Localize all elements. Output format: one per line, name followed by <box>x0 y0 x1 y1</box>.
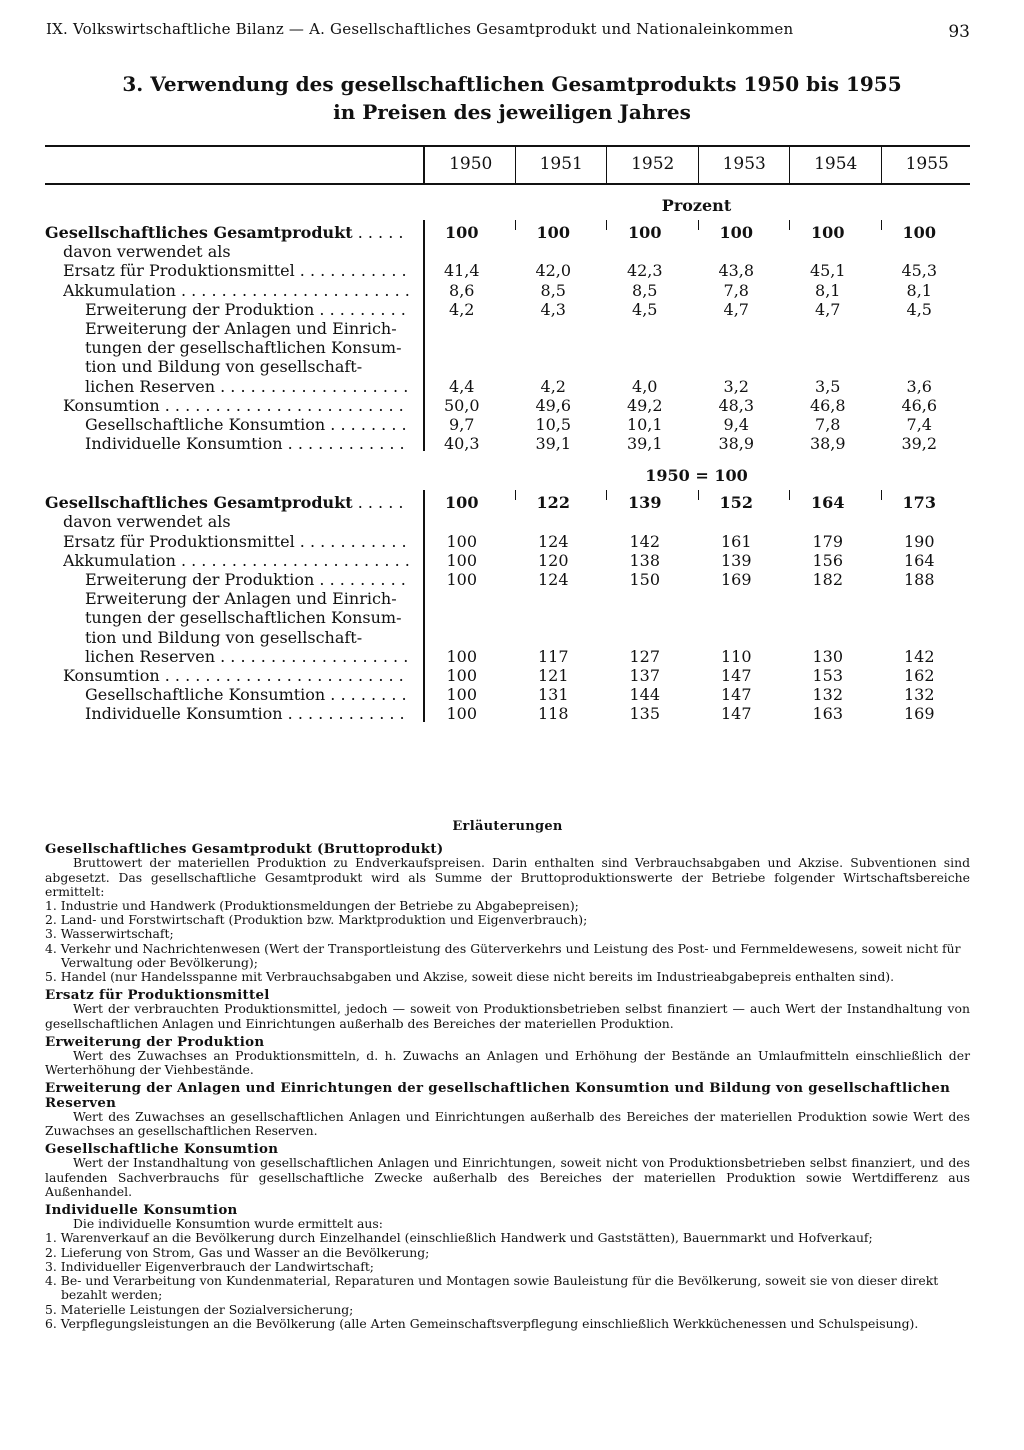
row-label <box>63 281 410 300</box>
column-rule <box>698 220 699 230</box>
value-cell: 46,6 <box>901 395 938 415</box>
row-label <box>45 493 410 512</box>
value-cell: 182 <box>812 570 844 589</box>
value-cell: 4,2 <box>540 376 566 396</box>
column-rule <box>881 490 882 500</box>
value-cell: 3,2 <box>723 376 749 396</box>
running-header: IX. Volkswirtschaftliche Bilanz — A. Gesellschaftliches Gesamtprodukt und Nationaleinkommen <box>46 20 794 38</box>
value-cell: 100 <box>628 223 662 242</box>
row-label-text: Konsumtion <box>63 665 160 685</box>
value-cell: 135 <box>629 704 661 724</box>
column-rule <box>606 220 607 230</box>
value-cell: 188 <box>903 570 935 589</box>
value-cell: 124 <box>537 531 569 551</box>
table-row <box>45 685 970 704</box>
value-cell: 153 <box>812 665 844 685</box>
row-label <box>85 319 410 338</box>
table-row <box>45 377 970 396</box>
value-cell: 8,1 <box>815 280 841 300</box>
value-cell: 100 <box>446 704 478 724</box>
value-cell: 9,7 <box>449 414 475 434</box>
note-list-item: 2. Land- und Forstwirtschaft (Produktion bzw. Marktproduktion und Eigenverbrauch); <box>45 912 588 928</box>
value-cell: 132 <box>812 685 844 705</box>
column-rule <box>606 490 607 500</box>
year-header-cell: 1954 <box>789 147 882 183</box>
table-row <box>45 532 970 551</box>
value-cell: 100 <box>445 223 479 242</box>
row-label <box>85 415 410 434</box>
note-paragraph: Wert des Zuwachses an gesellschaftlichen Anlagen und Einrichtungen außerhalb des Bereiches der materiellen Produktion sowie Wert des Zuwachses an gesellschaftlichen Reserven. <box>45 1108 970 1139</box>
table-row <box>45 281 970 300</box>
row-label-text: Individuelle Konsumtion <box>85 704 283 724</box>
row-label-text: Ersatz für Produktionsmittel <box>63 531 295 551</box>
value-cell: 127 <box>629 646 661 666</box>
row-label <box>63 666 410 685</box>
value-cell: 139 <box>720 550 752 570</box>
value-cell: 100 <box>446 665 478 685</box>
row-label <box>85 434 410 453</box>
row-label <box>63 261 410 280</box>
value-cell: 118 <box>537 704 569 724</box>
value-cell: 4,7 <box>723 299 749 319</box>
value-cell: 120 <box>537 550 569 570</box>
value-cell: 179 <box>812 531 844 551</box>
note-list-item: 6. Verpflegungsleistungen an die Bevölkerung (alle Arten Gemeinschaftsverpflegung einschließlich Werkküchenessen und Schulspeisung). <box>45 1315 919 1331</box>
value-cell: 10,1 <box>626 414 663 434</box>
value-cell: 3,6 <box>906 376 932 396</box>
note-paragraph: Wert der Instandhaltung von gesellschaftlichen Anlagen und Einrichtungen, soweit nicht von Produktionsbetrieben selbst finanziert, und des laufenden Sachverbrauchs für gesellschaftliche Zwecke außerhalb des Bereiches der materiellen Produktion sowie Wertdifferenz aus Außenhandel. <box>45 1155 970 1199</box>
row-label-text: Erweiterung der Produktion <box>85 299 315 319</box>
row-label <box>63 512 410 531</box>
value-cell: 100 <box>446 646 478 666</box>
column-rule <box>789 490 790 500</box>
column-rule <box>423 490 425 721</box>
value-cell: 139 <box>628 493 662 513</box>
row-label-text: Akkumulation <box>63 280 176 300</box>
value-cell: 50,0 <box>443 395 480 415</box>
value-cell: 164 <box>811 493 845 513</box>
unit-subheading: Prozent <box>661 196 732 215</box>
note-paragraph: Wert des Zuwachses an Produktionsmitteln, d. h. Zuwachs an Anlagen und Erhöhung der Bestände an Umlaufmitteln einschließlich der Werterhöhung der Viehbestände. <box>45 1048 970 1078</box>
table-row <box>45 415 970 434</box>
table-row <box>45 589 970 608</box>
row-label <box>63 396 410 415</box>
row-label <box>85 608 410 627</box>
value-cell: 100 <box>811 223 845 242</box>
value-cell: 100 <box>719 223 753 242</box>
value-cell: 100 <box>446 685 478 705</box>
year-header-cell: 1952 <box>606 147 699 183</box>
row-label-text: Gesellschaftliche Konsumtion <box>85 685 326 705</box>
column-rule <box>423 220 425 451</box>
table-row <box>45 223 970 242</box>
value-cell: 46,8 <box>809 395 846 415</box>
table-row <box>45 570 970 589</box>
note-paragraph: Wert der verbrauchten Produktionsmittel, jedoch — soweit von Produktionsbetrieben selbst finanziert — auch Wert der Instandhaltung von gesellschaftlichen Anlagen und Einrichtungen außerhalb des Bereiches der materiellen Produktion. <box>45 1001 970 1031</box>
value-cell: 8,1 <box>906 280 932 300</box>
row-label <box>85 647 410 666</box>
value-cell: 4,5 <box>906 299 932 319</box>
column-rule <box>698 490 699 500</box>
value-cell: 39,2 <box>901 434 938 454</box>
value-cell: 7,8 <box>815 414 841 434</box>
value-cell: 100 <box>446 550 478 570</box>
table-section <box>45 223 970 453</box>
table-row <box>45 666 970 685</box>
row-label <box>85 628 410 647</box>
value-cell: 147 <box>720 685 752 705</box>
value-cell: 147 <box>720 704 752 724</box>
row-label <box>85 704 410 723</box>
value-cell: 45,1 <box>809 261 846 281</box>
table-row <box>45 261 970 280</box>
row-label-text: Erweiterung der Produktion <box>85 570 315 589</box>
row-label-text: Erweiterung der Anlagen und Einrich- <box>85 589 397 609</box>
value-cell: 124 <box>537 570 569 589</box>
note-list-item: 1. Industrie und Handwerk (Produktionsmeldungen der Betriebe zu Abgabepreisen); <box>45 898 579 914</box>
note-paragraph: Bruttowert der materiellen Produktion zu Endverkaufspreisen. Darin enthalten sind Verbrauchsabgaben und Akzise. Subventionen sind abgesetzt. Das gesellschaftliche Gesamtprodukt wird als Summe der Bruttoproduktionswerte der Betriebe folgender Wirtschaftsbereiche ermittelt: <box>45 855 970 899</box>
value-cell: 7,8 <box>723 280 749 300</box>
value-cell: 4,5 <box>632 299 658 319</box>
value-cell: 131 <box>537 685 569 705</box>
row-label-text: Konsumtion <box>63 395 160 415</box>
table-row <box>45 512 970 531</box>
note-list-item: 5. Materielle Leistungen der Sozialversicherung; <box>45 1301 354 1317</box>
value-cell: 161 <box>720 531 752 551</box>
value-cell: 42,0 <box>535 261 572 281</box>
value-cell: 4,7 <box>815 299 841 319</box>
value-cell: 8,5 <box>632 280 658 300</box>
value-cell: 142 <box>629 531 661 551</box>
row-label-text: Gesellschaftliches Gesamtprodukt <box>45 493 353 513</box>
note-list-item: 2. Lieferung von Strom, Gas und Wasser an die Bevölkerung; <box>45 1244 430 1260</box>
value-cell: 42,3 <box>626 261 663 281</box>
value-cell: 163 <box>812 704 844 724</box>
value-cell: 162 <box>903 665 935 685</box>
value-cell: 117 <box>537 646 569 666</box>
value-cell: 152 <box>719 493 753 513</box>
table-row <box>45 338 970 357</box>
row-label-text: Gesellschaftliches Gesamtprodukt <box>45 223 353 242</box>
row-label-text: Erweiterung der Anlagen und Einrich- <box>85 318 397 338</box>
column-rule <box>515 220 516 230</box>
value-cell: 41,4 <box>443 261 480 281</box>
value-cell: 4,3 <box>540 299 566 319</box>
row-label-text: lichen Reserven <box>85 646 216 666</box>
table-subtitle: in Preisen des jeweiligen Jahres <box>333 100 691 124</box>
value-cell: 144 <box>629 685 661 705</box>
value-cell: 39,1 <box>535 434 572 454</box>
row-label <box>85 357 410 376</box>
note-paragraph: Die individuelle Konsumtion wurde ermittelt aus: <box>73 1216 383 1232</box>
table-row <box>45 608 970 627</box>
table-section <box>45 493 970 723</box>
value-cell: 122 <box>536 493 570 513</box>
note-list-item: 4. Be- und Verarbeitung von Kundenmaterial, Reparaturen und Montagen sowie Bauleistung für die Bevölkerung, soweit sie von dieser direkt bezahlt werden; <box>45 1273 939 1303</box>
note-list-item: 5. Handel (nur Handelsspanne mit Verbrauchsabgaben und Akzise, soweit diese nicht bereits im Industrieabgabepreis enthalten sind). <box>45 969 895 985</box>
value-cell: 110 <box>720 646 752 666</box>
row-label-text: davon verwendet als <box>63 512 231 532</box>
note-heading: Gesellschaftliches Gesamtprodukt (Bruttoprodukt) <box>45 841 444 858</box>
value-cell: 8,6 <box>449 280 475 300</box>
row-label-text: tungen der gesellschaftlichen Konsum- <box>85 608 402 628</box>
note-list-item: 3. Individueller Eigenverbrauch der Landwirtschaft; <box>45 1258 374 1274</box>
value-cell: 169 <box>720 570 752 589</box>
row-label <box>63 242 410 261</box>
value-cell: 132 <box>903 685 935 705</box>
value-cell: 49,2 <box>626 395 663 415</box>
value-cell: 138 <box>629 550 661 570</box>
value-cell: 4,4 <box>449 376 475 396</box>
value-cell: 100 <box>446 570 478 589</box>
table-row <box>45 647 970 666</box>
value-cell: 7,4 <box>906 414 932 434</box>
table-row <box>45 396 970 415</box>
row-label-text: tungen der gesellschaftlichen Konsum- <box>85 338 402 358</box>
value-cell: 39,1 <box>626 434 663 454</box>
explanations-section <box>45 820 970 1331</box>
value-cell: 142 <box>903 646 935 666</box>
value-cell: 164 <box>903 550 935 570</box>
value-cell: 10,5 <box>535 414 572 434</box>
note-heading: Erweiterung der Anlagen und Einrichtungen der gesellschaftlichen Konsumtion und Bildung von gesellschaftlichen Reserven <box>45 1080 951 1111</box>
table-row <box>45 357 970 376</box>
note-heading: Gesellschaftliche Konsumtion <box>45 1141 279 1158</box>
value-cell: 4,0 <box>632 376 658 396</box>
value-cell: 9,4 <box>723 414 749 434</box>
value-cell: 173 <box>902 493 936 513</box>
note-heading: Individuelle Konsumtion <box>45 1202 238 1219</box>
value-cell: 38,9 <box>809 434 846 454</box>
row-label <box>85 338 410 357</box>
table-row <box>45 300 970 319</box>
year-header-row <box>45 145 970 185</box>
table-title: 3. Verwendung des gesellschaftlichen Gesamtprodukts 1950 bis 1955 <box>122 72 902 96</box>
explanations-title: Erläuterungen <box>452 819 563 834</box>
table-row <box>45 242 970 261</box>
row-label <box>85 300 410 319</box>
row-label-text: Akkumulation <box>63 550 176 570</box>
note-heading: Ersatz für Produktionsmittel <box>45 987 270 1004</box>
column-rule <box>789 220 790 230</box>
row-label <box>85 685 410 704</box>
note-heading: Erweiterung der Produktion <box>45 1033 265 1050</box>
value-cell: 49,6 <box>535 395 572 415</box>
value-cell: 100 <box>446 531 478 551</box>
row-label-text: davon verwendet als <box>63 242 231 262</box>
statistics-table <box>45 145 970 724</box>
value-cell: 3,5 <box>815 376 841 396</box>
row-label <box>85 589 410 608</box>
page-number: 93 <box>948 22 970 42</box>
row-label-text: lichen Reserven <box>85 376 216 396</box>
value-cell: 45,3 <box>901 261 938 281</box>
value-cell: 121 <box>537 665 569 685</box>
value-cell: 48,3 <box>718 395 755 415</box>
value-cell: 130 <box>812 646 844 666</box>
value-cell: 150 <box>629 570 661 589</box>
table-row <box>45 434 970 453</box>
table-row <box>45 319 970 338</box>
table-row <box>45 704 970 723</box>
year-header-cell: 1951 <box>515 147 608 183</box>
value-cell: 4,2 <box>449 299 475 319</box>
value-cell: 100 <box>536 223 570 242</box>
value-cell: 100 <box>445 493 479 513</box>
value-cell: 147 <box>720 665 752 685</box>
note-list-item: 1. Warenverkauf an die Bevölkerung durch Einzelhandel (einschließlich Handwerk und Gaststätten), Bauernmarkt und Hofverkauf; <box>45 1230 873 1246</box>
row-label <box>45 223 410 242</box>
note-list-item: 4. Verkehr und Nachrichtenwesen (Wert der Transportleistung des Güterverkehrs und Leistung des Post- und Fernmeldewesens, soweit nicht für Verwaltung oder Bevölkerung); <box>45 940 961 970</box>
row-label <box>85 377 410 396</box>
value-cell: 156 <box>812 550 844 570</box>
unit-subheading: 1950 = 100 <box>645 466 748 486</box>
value-cell: 100 <box>902 223 936 242</box>
row-label-text: Individuelle Konsumtion <box>85 434 283 454</box>
row-label <box>63 532 410 551</box>
year-header-cell: 1953 <box>698 147 791 183</box>
row-label <box>85 570 410 589</box>
note-list-item: 3. Wasserwirtschaft; <box>45 926 174 942</box>
value-cell: 8,5 <box>540 280 566 300</box>
column-rule <box>515 490 516 500</box>
table-row <box>45 493 970 512</box>
row-label-text: tion und Bildung von gesellschaft- <box>85 627 363 647</box>
value-cell: 169 <box>903 704 935 724</box>
value-cell: 190 <box>903 531 935 551</box>
row-label <box>63 551 410 570</box>
year-header-cell: 1950 <box>423 147 517 183</box>
year-header-cell: 1955 <box>881 147 974 183</box>
value-cell: 43,8 <box>718 261 755 281</box>
value-cell: 137 <box>629 665 661 685</box>
value-cell: 40,3 <box>443 434 480 454</box>
value-cell: 38,9 <box>718 434 755 454</box>
row-label-text: tion und Bildung von gesellschaft- <box>85 357 363 377</box>
table-row <box>45 551 970 570</box>
table-row <box>45 628 970 647</box>
column-rule <box>881 220 882 230</box>
row-label-text: Gesellschaftliche Konsumtion <box>85 414 326 434</box>
row-label-text: Ersatz für Produktionsmittel <box>63 261 295 281</box>
